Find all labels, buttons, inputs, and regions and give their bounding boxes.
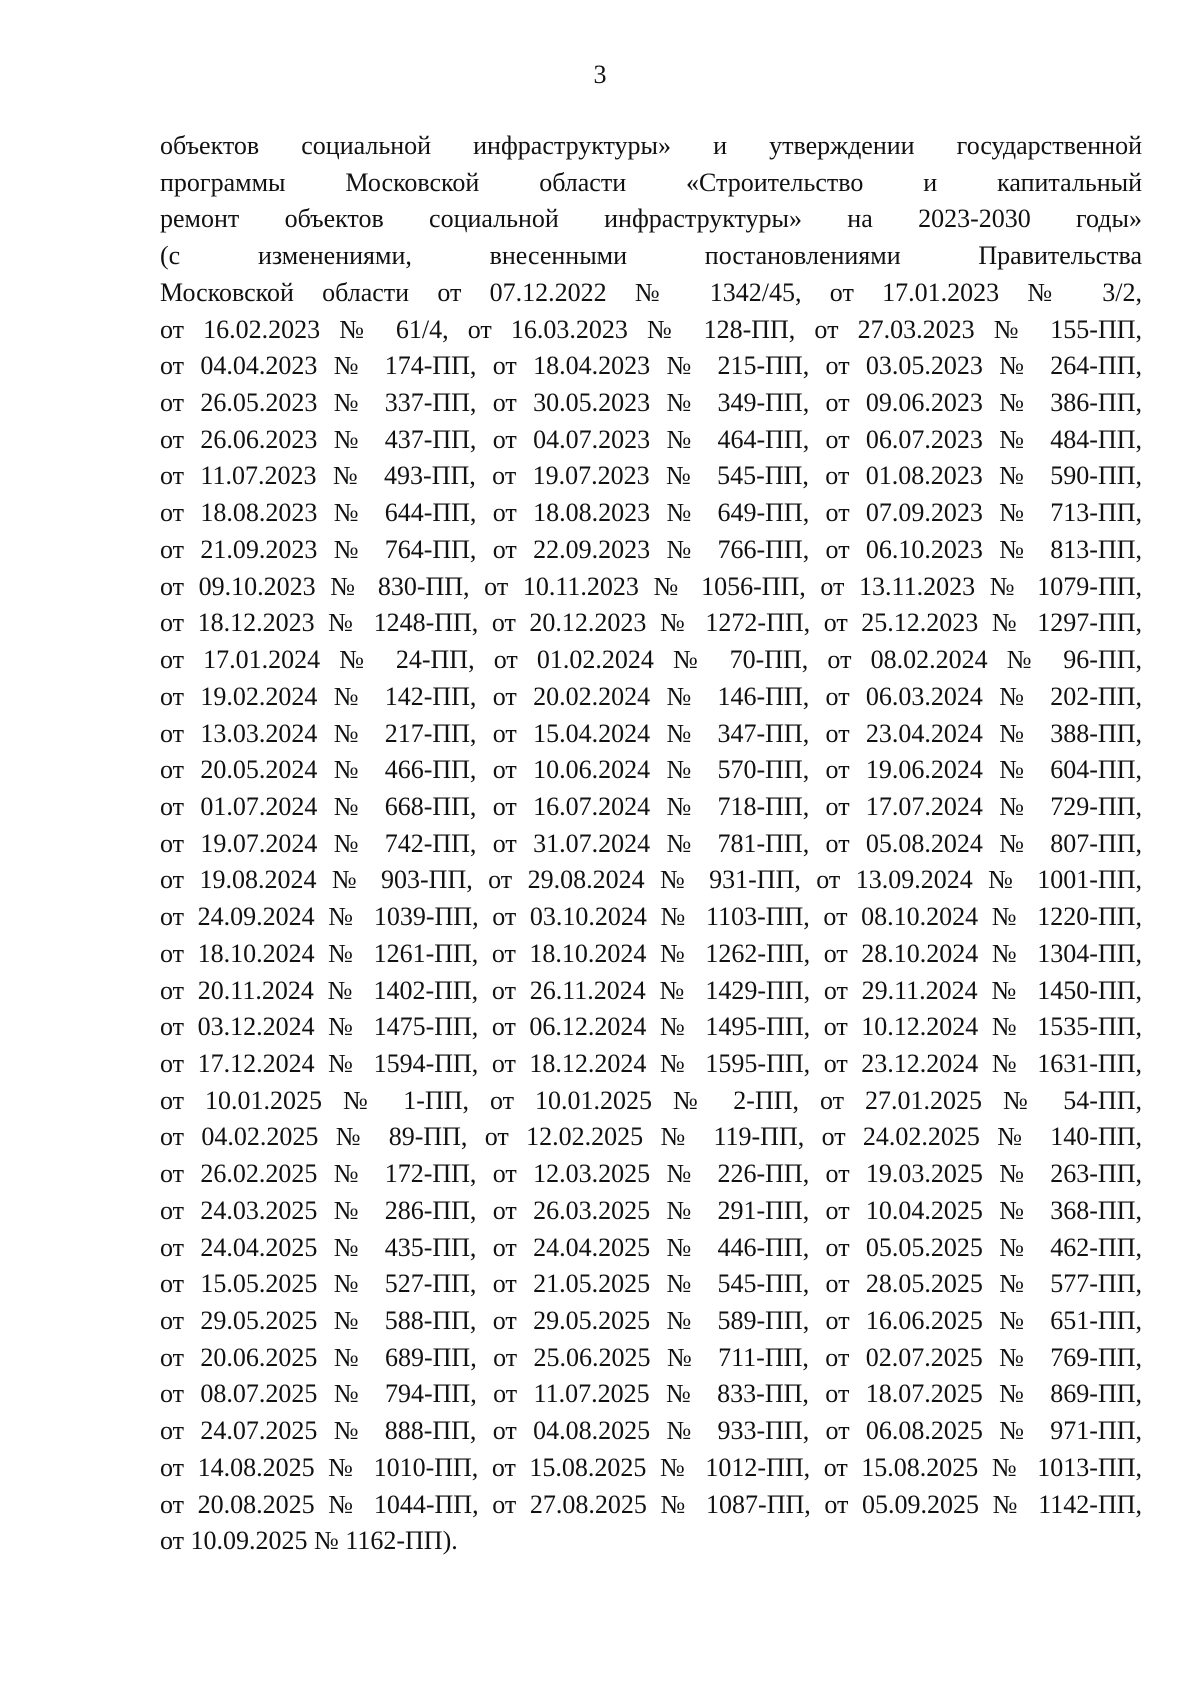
text-line: от 01.07.2024 № 668-ПП, от 16.07.2024 № 718-ПП, от 17.07.2024 № 729-ПП, <box>160 791 1142 821</box>
text-line: от 19.02.2024 № 142-ПП, от 20.02.2024 № 146-ПП, от 06.03.2024 № 202-ПП, <box>160 681 1142 711</box>
text-line: от 10.01.2025 № 1-ПП, от 10.01.2025 № 2-ПП, от 27.01.2025 № 54-ПП, <box>160 1085 1142 1115</box>
text-line: от 18.12.2023 № 1248-ПП, от 20.12.2023 № 1272-ПП, от 25.12.2023 № 1297-ПП, <box>160 608 1142 638</box>
text-line: от 20.08.2025 № 1044-ПП, от 27.08.2025 № 1087-ПП, от 05.09.2025 № 1142-ПП, <box>160 1489 1142 1519</box>
text-line: (с изменениями, внесенными постановлениями Правительства <box>160 241 1142 271</box>
text-line: от 26.05.2023 № 337-ПП, от 30.05.2023 № 349-ПП, от 09.06.2023 № 386-ПП, <box>160 388 1142 418</box>
text-line: от 19.07.2024 № 742-ПП, от 31.07.2024 № 781-ПП, от 05.08.2024 № 807-ПП, <box>160 828 1142 858</box>
text-line: от 24.09.2024 № 1039-ПП, от 03.10.2024 № 1103-ПП, от 08.10.2024 № 1220-ПП, <box>160 902 1142 932</box>
text-line: ремонт объектов социальной инфраструктуры» на 2023-2030 годы» <box>160 204 1142 234</box>
text-line: от 20.05.2024 № 466-ПП, от 10.06.2024 № 570-ПП, от 19.06.2024 № 604-ПП, <box>160 755 1142 785</box>
text-line: от 18.10.2024 № 1261-ПП, от 18.10.2024 № 1262-ПП, от 28.10.2024 № 1304-ПП, <box>160 938 1142 968</box>
text-line: Московской области от 07.12.2022 № 1342/45, от 17.01.2023 № 3/2, <box>160 277 1142 307</box>
text-line: от 17.01.2024 № 24-ПП, от 01.02.2024 № 70-ПП, от 08.02.2024 № 96-ПП, <box>160 645 1142 675</box>
text-line: от 20.06.2025 № 689-ПП, от 25.06.2025 № 711-ПП, от 02.07.2025 № 769-ПП, <box>160 1342 1142 1372</box>
text-line: от 13.03.2024 № 217-ПП, от 15.04.2024 № 347-ПП, от 23.04.2024 № 388-ПП, <box>160 718 1142 748</box>
text-line: от 04.02.2025 № 89-ПП, от 12.02.2025 № 119-ПП, от 24.02.2025 № 140-ПП, <box>160 1122 1142 1152</box>
text-line: от 09.10.2023 № 830-ПП, от 10.11.2023 № 1056-ПП, от 13.11.2023 № 1079-ПП, <box>160 571 1142 601</box>
text-line: от 24.04.2025 № 435-ПП, от 24.04.2025 № 446-ПП, от 05.05.2025 № 462-ПП, <box>160 1232 1142 1262</box>
text-line: от 24.03.2025 № 286-ПП, от 26.03.2025 № 291-ПП, от 10.04.2025 № 368-ПП, <box>160 1195 1142 1225</box>
text-line: от 29.05.2025 № 588-ПП, от 29.05.2025 № 589-ПП, от 16.06.2025 № 651-ПП, <box>160 1306 1142 1335</box>
body-text <box>160 128 1142 1560</box>
text-line: от 17.12.2024 № 1594-ПП, от 18.12.2024 № 1595-ПП, от 23.12.2024 № 1631-ПП, <box>160 1048 1142 1078</box>
text-line: от 08.07.2025 № 794-ПП, от 11.07.2025 № 833-ПП, от 18.07.2025 № 869-ПП, <box>160 1379 1142 1409</box>
text-line: от 11.07.2023 № 493-ПП, от 19.07.2023 № 545-ПП, от 01.08.2023 № 590-ПП, <box>160 461 1142 491</box>
text-line: от 21.09.2023 № 764-ПП, от 22.09.2023 № 766-ПП, от 06.10.2023 № 813-ПП, <box>160 534 1142 564</box>
text-line: от 24.07.2025 № 888-ПП, от 04.08.2025 № 933-ПП, от 06.08.2025 № 971-ПП, <box>160 1416 1142 1446</box>
text-line: от 15.05.2025 № 527-ПП, от 21.05.2025 № 545-ПП, от 28.05.2025 № 577-ПП, <box>160 1269 1142 1299</box>
text-line: от 18.08.2023 № 644-ПП, от 18.08.2023 № 649-ПП, от 07.09.2023 № 713-ПП, <box>160 498 1142 528</box>
text-line: от 14.08.2025 № 1010-ПП, от 15.08.2025 № 1012-ПП, от 15.08.2025 № 1013-ПП, <box>160 1452 1142 1482</box>
text-line: от 04.04.2023 № 174-ПП, от 18.04.2023 № 215-ПП, от 03.05.2023 № 264-ПП, <box>160 351 1142 381</box>
text-line: от 20.11.2024 № 1402-ПП, от 26.11.2024 № 1429-ПП, от 29.11.2024 № 1450-ПП, <box>160 975 1142 1005</box>
text-line: от 19.08.2024 № 903-ПП, от 29.08.2024 № 931-ПП, от 13.09.2024 № 1001-ПП, <box>160 865 1142 895</box>
text-line: от 26.06.2023 № 437-ПП, от 04.07.2023 № 464-ПП, от 06.07.2023 № 484-ПП, <box>160 424 1142 454</box>
text-line: программы Московской области «Строительство и капитальный <box>160 167 1142 197</box>
text-line: от 26.02.2025 № 172-ПП, от 12.03.2025 № 226-ПП, от 19.03.2025 № 263-ПП, <box>160 1159 1142 1189</box>
text-line: объектов социальной инфраструктуры» и утверждении государственной <box>160 131 1142 160</box>
text-line: от 03.12.2024 № 1475-ПП, от 06.12.2024 № 1495-ПП, от 10.12.2024 № 1535-ПП, <box>160 1012 1142 1042</box>
text-line: от 16.02.2023 № 61/4, от 16.03.2023 № 128-ПП, от 27.03.2023 № 155-ПП, <box>160 314 1142 344</box>
text-line-last: от 10.09.2025 № 1162-ПП). <box>160 1526 458 1556</box>
page-number: 3 <box>593 60 607 89</box>
